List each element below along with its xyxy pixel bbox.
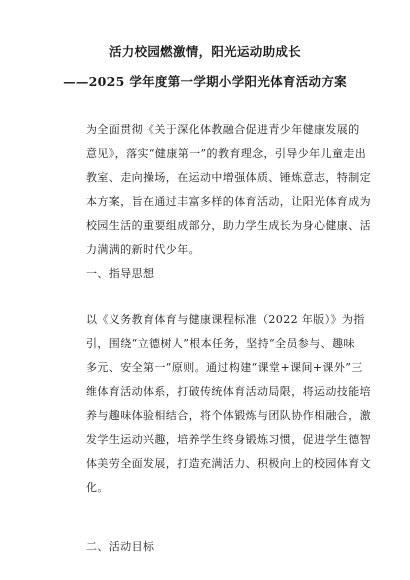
- intro-line: 校园生活的重要组成部分，助力学生成长为身心健康、活: [86, 219, 371, 232]
- paragraph-line: 维体育活动体系，打破传统体育活动局限，将运动技能培: [86, 385, 371, 398]
- intro-line: 意见》，落实“健康第一”的教育理念，引导少年儿童走出: [86, 147, 367, 160]
- guiding-ideology-paragraph: [86, 308, 371, 500]
- intro-line: 为全面贯彻《关于深化体教融合促进青少年健康发展的: [86, 123, 360, 136]
- document-subtitle: ——2025 学年度第一学期小学阳光体育活动方案: [63, 74, 347, 89]
- section-heading-guiding-ideology: 一、指导思想: [86, 267, 155, 280]
- paragraph-line: 化。: [86, 481, 109, 494]
- paragraph-line: 多元、安全第一”原则。通过构建“课堂+课间+课外”三: [86, 361, 363, 374]
- document-title: 活力校园燃激情，阳光运动助成长: [108, 44, 301, 59]
- intro-line: 力满满的新时代少年。: [86, 243, 200, 256]
- paragraph-line: 以《义务教育体育与健康课程标准（2022 年版）》为指: [86, 313, 365, 326]
- paragraph-line: 引，围绕“立德树人”根本任务，坚持“全员参与、趣味: [86, 337, 355, 350]
- intro-line: 本方案，旨在通过丰富多样的体育活动，让阳光体育成为: [86, 195, 371, 208]
- paragraph-line: 体美劳全面发展，打造充满活力、积极向上的校园体育文: [86, 457, 371, 470]
- paragraph-line: 发学生运动兴趣，培养学生终身锻炼习惯，促进学生德智: [86, 433, 371, 446]
- paragraph-line: 养与趣味体验相结合，将个体锻炼与团队协作相融合，激: [86, 409, 371, 422]
- section-heading-activity-goals: 二、活动目标: [86, 540, 155, 553]
- intro-paragraph: [86, 118, 371, 262]
- intro-line: 教室、走向操场，在运动中增强体质、锤炼意志，特制定: [86, 171, 371, 184]
